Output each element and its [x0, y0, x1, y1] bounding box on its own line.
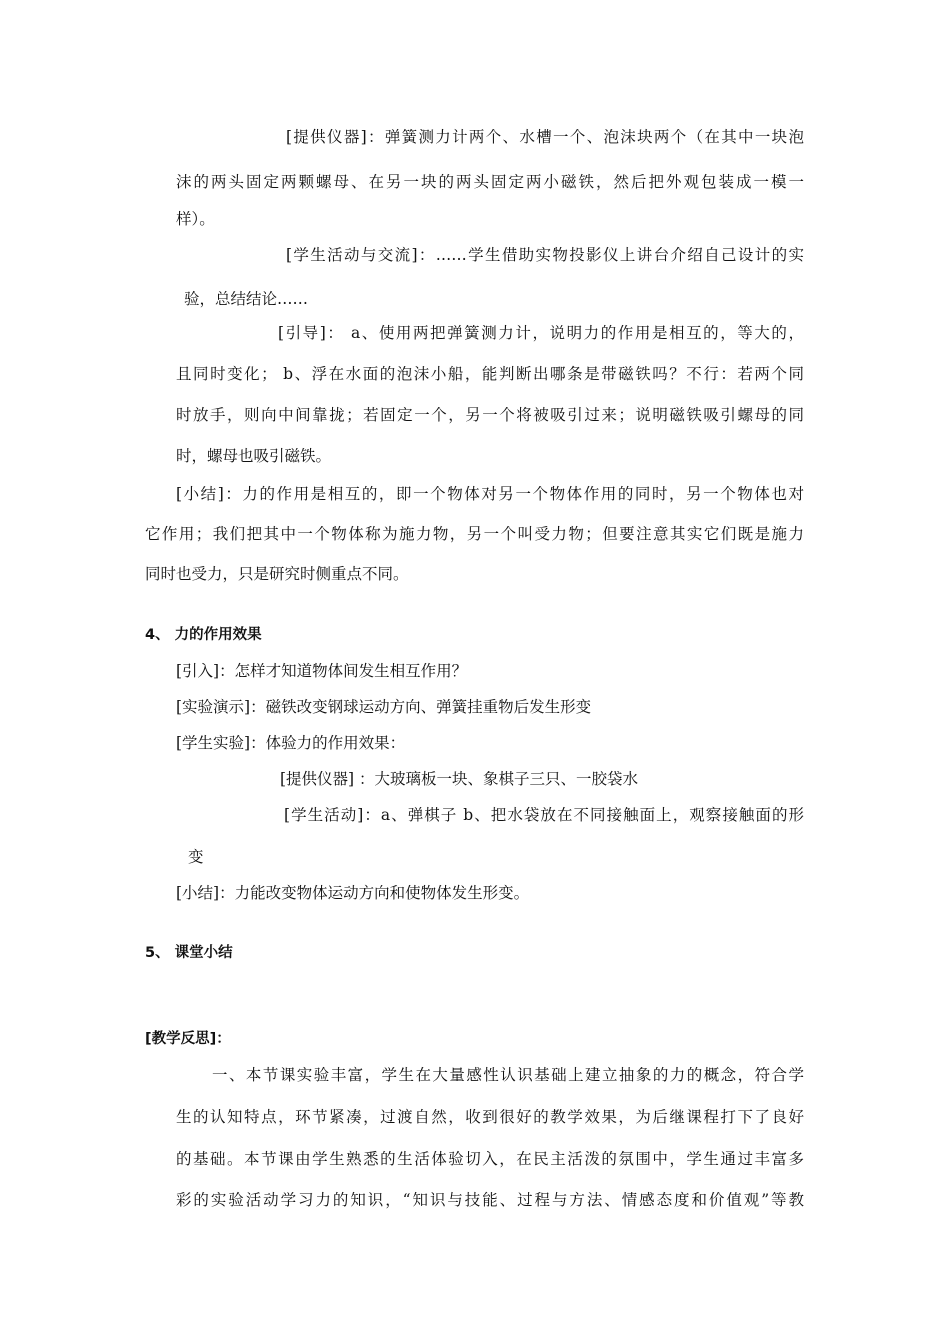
section-4-activity-line-2: 变: [188, 848, 204, 866]
guidance-line-3: 时放手，则向中间靠拢；若固定一个，另一个将被吸引过来；说明磁铁吸引螺母的同: [176, 406, 804, 424]
summary-line-1: [小结]：力的作用是相互的，即一个物体对另一个物体作用的同时，另一个物体也对: [176, 485, 804, 503]
instruments-line-1: [提供仪器]：弹簧测力计两个、水槽一个、泡沫块两个（在其中一块泡: [286, 128, 804, 146]
reflection-line-3: 的基础。本节课由学生熟悉的生活体验切入，在民主活泼的氛围中，学生通过丰富多: [176, 1150, 804, 1168]
section-4-summary: [小结]：力能改变物体运动方向和使物体发生形变。: [176, 884, 530, 902]
guidance-line-2: 且同时变化； b、浮在水面的泡沫小船，能判断出哪条是带磁铁吗？不行：若两个同: [176, 365, 804, 383]
section-4-instruments: [提供仪器] ：大玻璃板一块、象棋子三只、一胶袋水: [280, 770, 639, 788]
instruments-line-2: 沫的两头固定两颗螺母、在另一块的两头固定两小磁铁，然后把外观包装成一模一: [176, 173, 804, 191]
summary-line-2: 它作用；我们把其中一个物体称为施力物，另一个叫受力物；但要注意其实它们既是施力: [145, 525, 804, 543]
instruments-line-3: 样）。: [176, 210, 215, 228]
reflection-line-2: 生的认知特点，环节紧凑，过渡自然，收到很好的教学效果，为后继课程打下了良好: [176, 1108, 804, 1126]
section-4-heading: 4、 力的作用效果: [145, 627, 262, 643]
section-4-student-experiment: [学生实验]：体验力的作用效果：: [176, 734, 406, 752]
reflection-line-1: 一、本节课实验丰富，学生在大量感性认识基础上建立抽象的力的概念，符合学: [212, 1066, 804, 1084]
section-5-heading: 5、 课堂小结: [145, 945, 233, 961]
student-activity-line-1: [学生活动与交流]：……学生借助实物投影仪上讲台介绍自己设计的实: [286, 246, 804, 264]
section-4-activity-line-1: [学生活动]：a、弹棋子 b、把水袋放在不同接触面上，观察接触面的形: [284, 806, 804, 824]
section-4-intro: [引入]：怎样才知道物体间发生相互作用？: [176, 662, 468, 680]
guidance-line-1: [引导]： a、使用两把弹簧测力计，说明力的作用是相互的，等大的，: [278, 324, 804, 342]
reflection-heading: [教学反思]：: [145, 1031, 231, 1047]
section-4-demo: [实验演示]：磁铁改变钢球运动方向、弹簧挂重物后发生形变: [176, 698, 592, 716]
summary-line-3: 同时也受力，只是研究时侧重点不同。: [145, 565, 409, 583]
reflection-line-4: 彩的实验活动学习力的知识，“知识与技能、过程与方法、情感态度和价值观”等教: [176, 1191, 804, 1209]
student-activity-line-2: 验，总结结论……: [184, 290, 309, 308]
guidance-line-4: 时，螺母也吸引磁铁。: [176, 447, 332, 465]
